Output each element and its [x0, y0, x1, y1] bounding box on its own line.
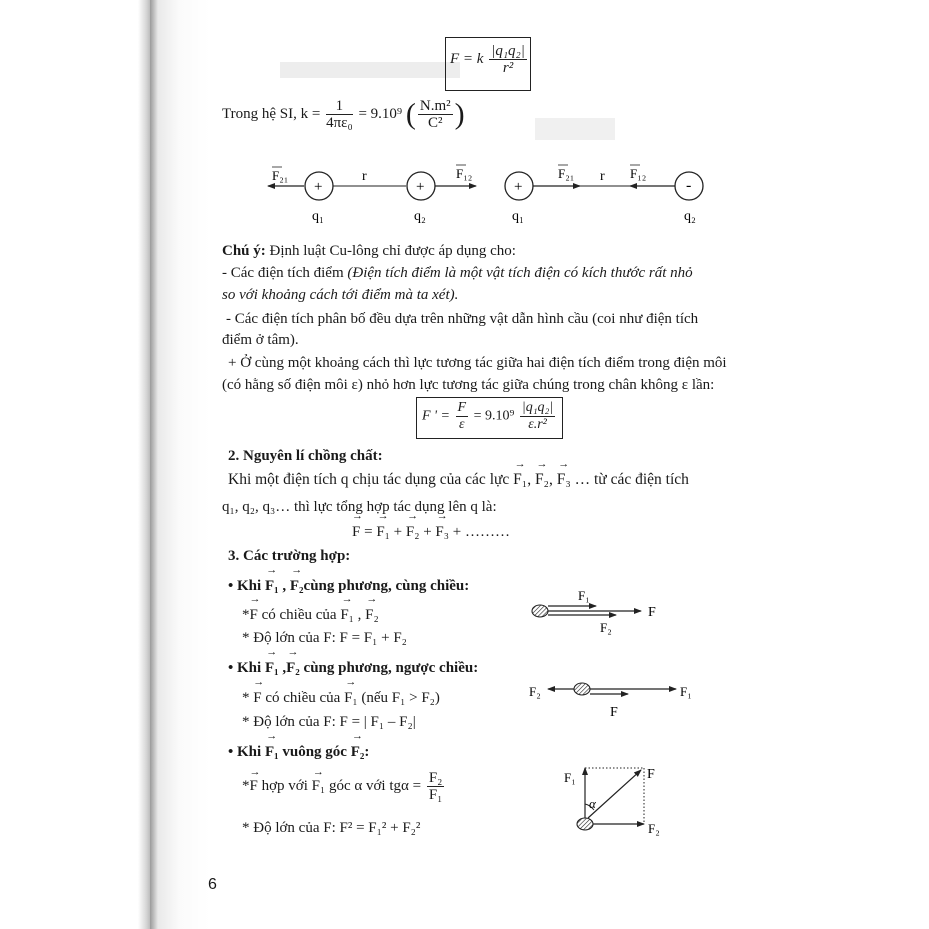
dielectric-formula: F ' = $\frac{F}{\varepsilon}$ = 9.10⁹ $\frac{\text{|q₁q₂|}}{\text{ε.r²}}$ — [422, 400, 554, 432]
note-item-3-cont: (có hằng số điện môi ε) nhỏ hơn lực tương tác giữa chúng trong chân không ε lần: — [222, 377, 715, 393]
superposition-line-1: Khi một điện tích q chịu tác dụng của các lực → F₁, → F₂, → F₃ … từ các điện tích — [228, 470, 689, 490]
case-1-bullet-2: * Độ lớn của F: F = F₁ + F₂ — [242, 630, 407, 646]
f21-label: F₂₁ — [272, 168, 289, 183]
f1-label: F₁ — [578, 588, 590, 603]
f-label: F — [647, 767, 655, 782]
body-ball — [577, 818, 593, 830]
page-number: 6 — [208, 876, 217, 893]
si-constant-line: Trong hệ SI, k = $\frac{1}{\text{4πε₀}}$ = 9.10⁹ ( $\frac{\text{N.m²}}{\text{C²}}$ ) — [222, 97, 465, 131]
coulomb-formula: F = k $\frac{\text{|q₁q₂|}}{\text{r²}}$ — [450, 43, 525, 76]
r-label: r — [600, 169, 605, 184]
sign-plus: + — [314, 179, 323, 195]
f-label: F — [648, 605, 656, 620]
sign-plus: + — [514, 179, 523, 195]
f21-label: F₂₁ — [558, 166, 575, 181]
dielectric-fraction-q: $\frac{\text{|q₁q₂|}}{\text{ε.r²}}$ — [521, 400, 554, 432]
sign-plus: + — [416, 179, 425, 195]
body-ball — [574, 683, 590, 695]
f2-label: F₂ — [648, 821, 660, 836]
f12-label: F₁₂ — [630, 166, 647, 181]
f12-label: F₁₂ — [456, 166, 473, 181]
dielectric-fraction-f: $\frac{F}{\varepsilon}$ — [457, 400, 467, 432]
paren-left: ( — [405, 97, 416, 131]
q2-label: q₂ — [684, 209, 696, 224]
section-3-heading: 3. Các trường hợp: — [228, 548, 351, 564]
f2-label: F₂ — [600, 620, 612, 635]
note-item-3: + Ở cùng một khoảng cách thì lực tương tác giữa hai điện tích điểm trong điện môi — [228, 355, 727, 371]
q1-label: q₁ — [312, 209, 324, 224]
alpha-label: α — [589, 796, 596, 811]
f1-label: F₁ — [680, 684, 692, 699]
q2-label: q₂ — [414, 209, 426, 224]
case-3-bullet-1: *→ F hợp với → F₁ góc α với tgα = $\frac{\text{F₂}}{\text{F₁}}$ — [242, 770, 446, 803]
case-2-title: • Khi → F₁ ,→ F₂ cùng phương, ngược chiều: — [228, 658, 478, 678]
tan-fraction: $\frac{\text{F₂}}{\text{F₁}}$ — [428, 770, 443, 803]
note-item-2: - Các điện tích phân bố đều dựa trên những vật dẫn hình cầu (coi như điện tích — [226, 311, 699, 327]
f1-label: F₁ — [564, 770, 576, 785]
case-2-bullet-1: * → F có chiều của → F₁ (nếu F₁ > F₂) — [242, 688, 440, 708]
si-unit-fraction: $\frac{\text{N.m²}}{\text{C²}}$ — [419, 98, 451, 131]
r-label: r — [362, 169, 367, 184]
sign-minus: - — [686, 177, 692, 194]
note-line: Chú ý: Định luật Cu-lông chỉ được áp dụng cho: — [222, 243, 516, 259]
section-2-heading: 2. Nguyên lí chồng chất: — [228, 448, 383, 464]
paren-right: ) — [454, 97, 465, 131]
f-arrow — [588, 770, 641, 818]
q1-label: q₁ — [512, 209, 524, 224]
body-ball — [532, 605, 548, 617]
case-3-bullet-2: * Độ lớn của F: F² = F₁² + F₂² — [242, 820, 421, 836]
note-item-1-cont: so với khoảng cách tới điểm mà ta xét). — [222, 287, 459, 303]
f2-label: F₂ — [529, 684, 541, 699]
case-3-title: • Khi → F₁ vuông góc → F₂: — [228, 742, 369, 762]
superposition-line-2: q₁, q₂, q₃… thì lực tổng hợp tác dụng lên q là: — [222, 499, 497, 515]
f-label: F — [610, 705, 618, 720]
si-fraction: $\frac{1}{\text{4πε₀}}$ — [326, 98, 353, 131]
note-item-2-cont: điểm ở tâm). — [222, 332, 299, 348]
case-1-title: • Khi → F₁ , → F₂cùng phương, cùng chiều: — [228, 576, 469, 596]
case-2-bullet-2: * Độ lớn của F: F = | F₁ – F₂| — [242, 714, 416, 730]
note-item-1: - Các điện tích điểm (Điện tích điểm là một vật tích điện có kích thước rất nhỏ — [222, 265, 693, 281]
coulomb-fraction: $\frac{\text{|q₁q₂|}}{\text{r²}}$ — [491, 43, 525, 76]
case-1-bullet-1: *→ F có chiều của → F₁ , → F₂ — [242, 605, 379, 625]
superposition-sum: → F = → F₁ + → F₂ + → F₃ + ……… — [352, 522, 510, 542]
